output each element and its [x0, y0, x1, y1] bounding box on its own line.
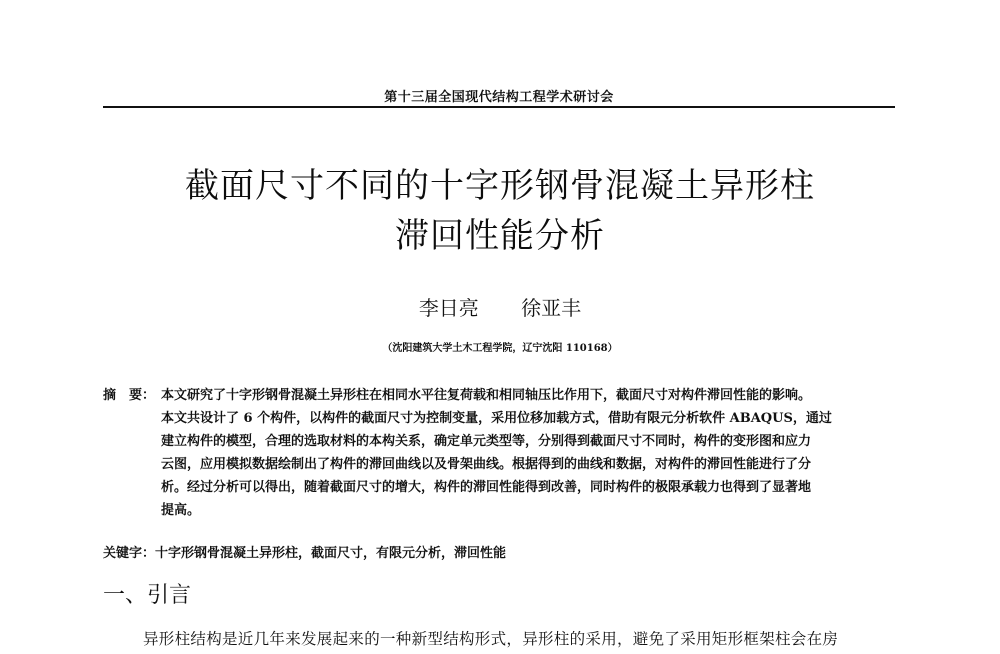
authors [100, 292, 900, 321]
abstract-body [161, 384, 895, 522]
keywords [103, 542, 895, 561]
author-2: 徐亚丰 [521, 296, 582, 320]
abstract-line: 提高。 [161, 503, 201, 518]
abstract-line: 析。经过分析可以得出，随着截面尺寸的增大，构件的滞回性能得到改善，同时构件的极限承载力也得到了显著地 [161, 480, 812, 495]
keywords-label: 关键字： [103, 546, 156, 561]
abstract-line: 本文共设计了 6 个构件，以构件的截面尺寸为控制变量，采用位移加载方式，借助有限元分析软件 ABAQUS，通过 [161, 411, 832, 426]
running-header: 第十三届全国现代结构工程学术研讨会 [384, 90, 614, 105]
keywords-text: 十字形钢骨混凝土异形柱，截面尺寸，有限元分析，滞回性能 [155, 546, 507, 561]
body-paragraph: 异形柱结构是近几年来发展起来的一种新型结构形式，异形柱的采用，避免了采用矩形框架柱会在房 [143, 630, 839, 648]
paper-title-line-2: 滞回性能分析 [395, 216, 605, 256]
author-1: 李日亮 [418, 296, 479, 320]
abstract-line: 建立构件的模型，合理的选取材料的本构关系，确定单元类型等，分别得到截面尺寸不同时，构件的变形图和应力 [161, 434, 812, 449]
header-rule [103, 106, 895, 108]
abstract-line: 云图，应用模拟数据绘制出了构件的滞回曲线以及骨架曲线。根据得到的曲线和数据，对构件的滞回性能进行了分 [161, 457, 812, 472]
abstract-line: 本文研究了十字形钢骨混凝土异形柱在相同水平往复荷载和相同轴压比作用下，截面尺寸对构件滞回性能的影响。 [161, 388, 812, 403]
section-heading: 一、引言 [103, 583, 192, 608]
abstract-label: 摘 要： [103, 388, 156, 403]
paper-title-line-1: 截面尺寸不同的十字形钢骨混凝土异形柱 [185, 166, 815, 206]
affiliation: （沈阳建筑大学土木工程学院，辽宁沈阳 110168） [382, 343, 618, 354]
